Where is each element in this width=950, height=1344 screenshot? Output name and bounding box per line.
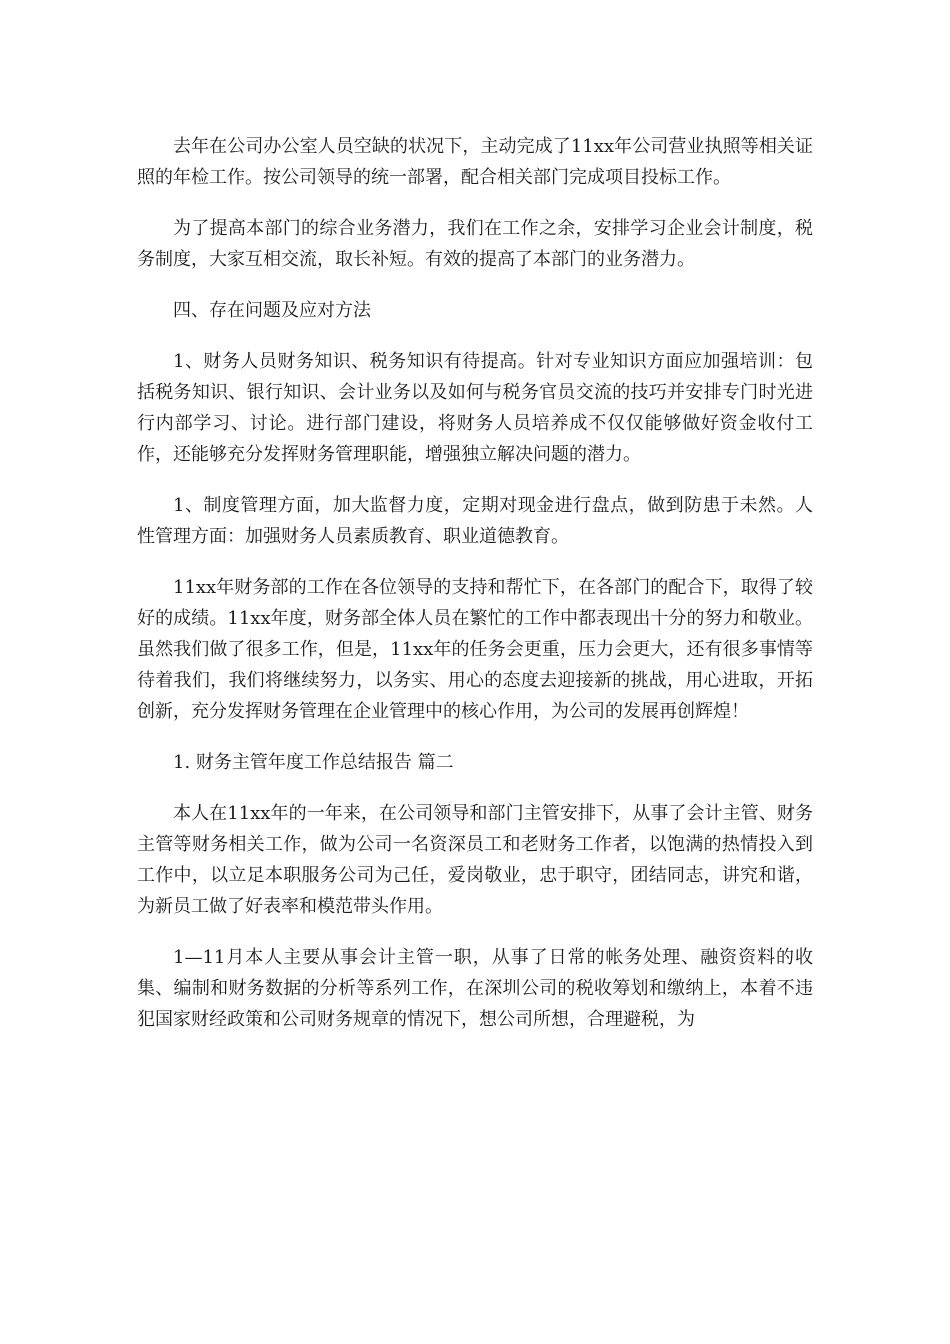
paragraph-part-two-duties: 1—11月本人主要从事会计主管一职，从事了日常的帐务处理、融资资料的收集、编制和财务数据的分析等系列工作，在深圳公司的税收筹划和缴纳上，本着不违犯国家财经政策和公司财务规章的情况下，想公司所想，合理避税，为	[137, 947, 813, 1030]
paragraph-issue-knowledge: 1、财务人员财务知识、税务知识有待提高。针对专业知识方面应加强培训：包括税务知识、银行知识、会计业务以及如何与税务官员交流的技巧并安排专门时光进行内部学习、讨论。进行部门建设，将财务人员培养成不仅仅能够做好资金收付工作，还能够充分发挥财务管理职能，增强独立解决问题的潜力。	[137, 351, 813, 465]
paragraph-training: 为了提高本部门的综合业务潜力，我们在工作之余，安排学习企业会计制度，税务制度，大家互相交流，取长补短。有效的提高了本部门的业务潜力。	[137, 218, 813, 270]
paragraph-issue-management: 1、制度管理方面，加大监督力度，定期对现金进行盘点，做到防患于未然。人性管理方面：加强财务人员素质教育、职业道德教育。	[137, 495, 813, 547]
paragraph-license-inspection: 去年在公司办公室人员空缺的状况下，主动完成了11xx年公司营业执照等相关证照的年检工作。按公司领导的统一部署，配合相关部门完成项目投标工作。	[137, 136, 813, 188]
document-body	[137, 131, 813, 1055]
part-two-title: 1. 财务主管年度工作总结报告 篇二	[173, 752, 454, 773]
paragraph-part-two-intro: 本人在11xx年的一年来，在公司领导和部门主管安排下，从事了会计主管、财务主管等财务相关工作，做为公司一名资深员工和老财务工作者，以饱满的热情投入到工作中，以立足本职服务公司为己任，爱岗敬业，忠于职守，团结同志，讲究和谐，为新员工做了好表率和模范带头作用。	[137, 803, 813, 917]
section-heading-issues: 四、存在问题及应对方法	[173, 300, 371, 321]
paragraph-conclusion: 11xx年财务部的工作在各位领导的支持和帮忙下，在各部门的配合下，取得了较好的成绩。11xx年度，财务部全体人员在繁忙的工作中都表现出十分的努力和敬业。虽然我们做了很多工作，但是，11xx年的任务会更重，压力会更大，还有很多事情等待着我们，我们将继续努力，以务实、用心的态度去迎接新的挑战，用心进取，开拓创新，充分发挥财务管理在企业管理中的核心作用，为公司的发展再创辉煌！	[137, 577, 813, 722]
